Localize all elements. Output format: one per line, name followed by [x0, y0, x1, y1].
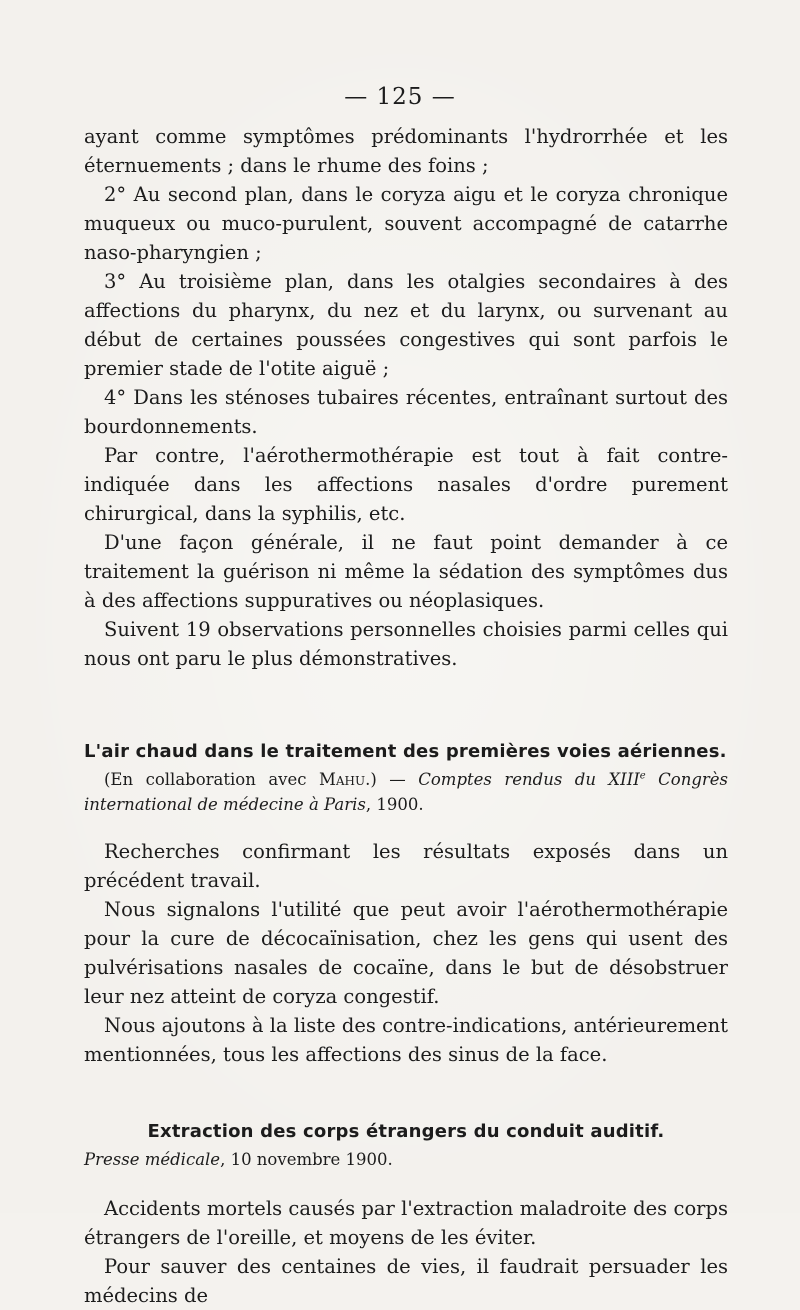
paragraph-general: D'une façon générale, il ne faut point demander à ce traitement la guérison ni même la sédation des symptômes dus à des affections suppuratives ou néoplasiques.: [84, 531, 728, 612]
paragraph-observations: Suivent 19 observations personnelles choisies parmi celles qui nous ont paru le plus démonstratives.: [84, 618, 728, 670]
page-content: [84, 122, 728, 1310]
paragraph-item-4: 4° Dans les sténoses tubaires récentes, entraînant surtout des bourdonnements.: [84, 386, 728, 438]
paragraph-item-3: 3° Au troisième plan, dans les otalgies secondaires à des affections du pharynx, du nez et du larynx, ou survenant au début de certaines poussées congestives qui sont parfois le premier stade de l'otite aiguë ;: [84, 270, 728, 380]
paragraph-item-2: 2° Au second plan, dans le coryza aigu et le coryza chronique muqueux ou muco-purulent, souvent accompagné de catarrhe naso-pharyngien ;: [84, 183, 728, 264]
section-title-extraction: Extraction des corps étrangers du conduit auditif.: [147, 1121, 665, 1142]
paragraph-sauver: Pour sauver des centaines de vies, il faudrait persuader les médecins de: [84, 1255, 728, 1307]
page-number: — 125 —: [344, 84, 456, 110]
section-reference-extraction: Presse médicale, 10 novembre 1900.: [84, 1150, 393, 1169]
paragraph-contra-indications: Par contre, l'aérothermothérapie est tout à fait contre-indiquée dans les affections nasales d'ordre purement chirurgical, dans la syphilis, etc.: [84, 444, 728, 525]
paragraph-accidents: Accidents mortels causés par l'extraction maladroite des corps étrangers de l'oreille, et moyens de les éviter.: [84, 1197, 728, 1249]
section-title-air-chaud: L'air chaud dans le traitement des premières voies aériennes.: [84, 741, 727, 762]
paragraph-contre-indications: Nous ajoutons à la liste des contre-indications, antérieurement mentionnées, tous les affections des sinus de la face.: [84, 1014, 728, 1066]
section-reference-air-chaud: (En collaboration avec Mahu.) — Comptes rendus du XIIIe Congrès international de médecine à Paris, 1900.: [84, 770, 728, 814]
paragraph-recherches: Recherches confirmant les résultats exposés dans un précédent travail.: [84, 840, 728, 892]
paragraph-continuation: ayant comme symptômes prédominants l'hydrorrhée et les éternuements ; dans le rhume des foins ;: [84, 125, 728, 177]
paragraph-utilite: Nous signalons l'utilité que peut avoir l'aérothermothérapie pour la cure de décocaïnisation, chez les gens qui usent des pulvérisations nasales de cocaïne, dans le but de désobstruer leur nez atteint de coryza congestif.: [84, 898, 728, 1008]
